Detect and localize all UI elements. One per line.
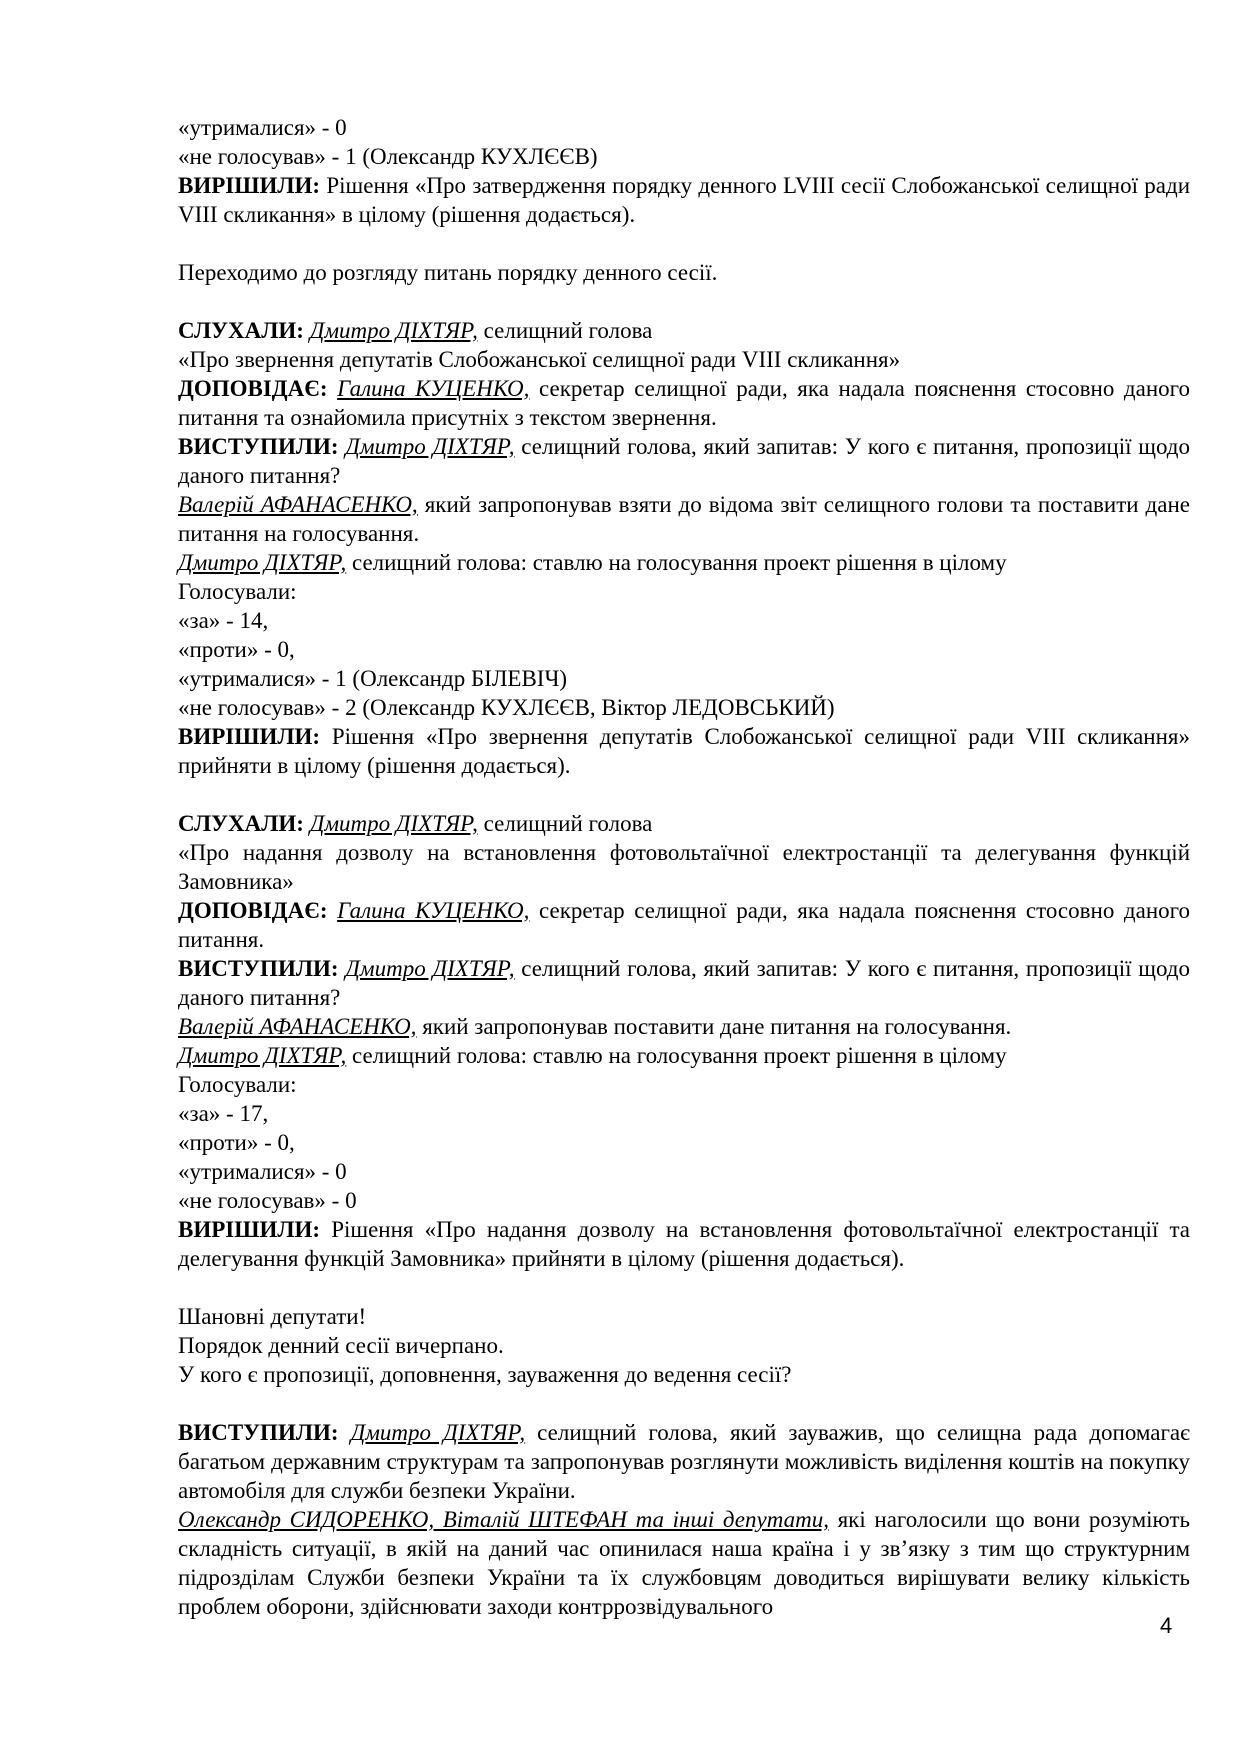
- topic-title: «Про звернення депутатів Слобожанської селищної ради VIII скликання»: [178, 347, 901, 372]
- decision-label: ВИРІШИЛИ:: [178, 1217, 321, 1242]
- decision-label: ВИРІШИЛИ:: [178, 724, 321, 749]
- spacer: [178, 1389, 1190, 1418]
- closing-line: У кого є пропозиції, доповнення, зауваження до ведення сесії?: [178, 1362, 792, 1387]
- report-label: ДОПОВІДАЄ:: [178, 376, 328, 401]
- vote-abstained: «утрималися» - 1 (Олександр БІЛЕВІЧ): [178, 666, 568, 691]
- decision-paragraph: [178, 722, 1190, 780]
- speakers-label: ВИСТУПИЛИ:: [178, 434, 339, 459]
- speech-paragraph: [178, 1041, 1190, 1070]
- closing-line: Шановні депутати!: [178, 1304, 367, 1329]
- speaker-name: Дмитро ДІХТЯР,: [309, 318, 478, 343]
- speech-text: селищний голова, який запитав: У кого є питання, пропозиції щодо даного питання?: [178, 956, 1191, 1010]
- vote-for: «за» - 17,: [178, 1101, 269, 1126]
- speakers-paragraph: [178, 1418, 1190, 1505]
- speech-paragraph: [178, 1012, 1190, 1041]
- vote-abstained: «утрималися» - 0: [178, 115, 347, 140]
- speech-text: селищний голова: ставлю на голосування проект рішення в цілому: [346, 1043, 1007, 1068]
- speaker-name: Олександр СИДОРЕНКО, Віталій ШТЕФАН та інші депутати,: [178, 1507, 829, 1532]
- speakers-paragraph: [178, 432, 1190, 490]
- speaker-name: Дмитро ДІХТЯР,: [178, 1043, 347, 1068]
- speech-paragraph: [178, 1505, 1190, 1621]
- vote-not-voted: «не голосував» - 0: [178, 1188, 357, 1213]
- spacer: [178, 287, 1190, 316]
- decision-text: Рішення «Про звернення депутатів Слобожанської селищної ради VIII скликання» прийняти в цілому (рішення додається).: [178, 724, 1190, 778]
- speaker-name: Дмитро ДІХТЯР,: [309, 811, 478, 836]
- speech-text: селищний голова, який зауважив, що селищна рада допомагає багатьом державним структурам та запропонував розглянути можливість виділення коштів на покупку автомобіля для служби безпеки України.: [178, 1420, 1191, 1503]
- spacer: [178, 780, 1190, 809]
- topic-title: «Про надання дозволу на встановлення фотовольтаїчної електростанції та делегування функцій Замовника»: [178, 840, 1190, 894]
- vote-not-voted: «не голосував» - 1 (Олександр КУХЛЄЄВ): [178, 144, 598, 169]
- vote-for: «за» - 14,: [178, 608, 269, 633]
- spacer: [178, 229, 1190, 258]
- vote-abstained: «утрималися» - 0: [178, 1159, 347, 1184]
- report-paragraph: [178, 896, 1190, 954]
- report-label: ДОПОВІДАЄ:: [178, 898, 328, 923]
- speaker-name: Дмитро ДІХТЯР,: [345, 434, 515, 459]
- reporter-name: Галина КУЦЕНКО,: [337, 376, 530, 401]
- closing-line: Порядок денний сесії вичерпано.: [178, 1333, 504, 1358]
- report-text: секретар селищної ради, яка надала пояснення стосовно даного питання та ознайомила присутніх з текстом звернення.: [178, 376, 1190, 430]
- speech-text: які наголосили що вони розуміють складність ситуації, в якій на даний час опинилася наша країна і у зв’язку з тим що структурним підрозділам Служби безпеки України та їх службовцям доводиться вирішувати велику кількість проблем оборони, здійснювати заходи контррозвідувального: [178, 1507, 1190, 1619]
- speaker-name: Дмитро ДІХТЯР,: [345, 956, 515, 981]
- speech-text: селищний голова: ставлю на голосування проект рішення в цілому: [346, 550, 1007, 575]
- speech-paragraph: [178, 548, 1190, 577]
- heard-label: СЛУХАЛИ:: [178, 811, 304, 836]
- decision-paragraph: [178, 1215, 1190, 1273]
- speaker-name: Валерій АФАНАСЕНКО,: [178, 492, 418, 517]
- decision-text: Рішення «Про затвердження порядку денного LVIII сесії Слобожанської селищної ради VIII скликання» в цілому (рішення додається).: [178, 173, 1190, 227]
- decision-paragraph: [178, 171, 1190, 229]
- transition-text: Переходимо до розгляду питань порядку денного сесії.: [178, 260, 718, 285]
- heard-label: СЛУХАЛИ:: [178, 318, 304, 343]
- vote-not-voted: «не голосував» - 2 (Олександр КУХЛЄЄВ, Віктор ЛЕДОВСЬКИЙ): [178, 695, 835, 720]
- speakers-label: ВИСТУПИЛИ:: [178, 956, 339, 981]
- voted-label: Голосували:: [178, 579, 297, 604]
- page-number: 4: [1160, 1613, 1173, 1638]
- report-paragraph: [178, 374, 1190, 432]
- decision-text: Рішення «Про надання дозволу на встановлення фотовольтаїчної електростанції та делегування функцій Замовника» прийняти в цілому (рішення додається).: [178, 1217, 1190, 1271]
- heard-paragraph: [178, 809, 1190, 838]
- speaker-name: Валерій АФАНАСЕНКО,: [178, 1014, 417, 1039]
- vote-against: «проти» - 0,: [178, 637, 295, 662]
- speech-text: який запропонував взяти до відома звіт селищного голови та поставити дане питання на голосування.: [178, 492, 1190, 546]
- speakers-paragraph: [178, 954, 1190, 1012]
- heard-paragraph: [178, 316, 1190, 345]
- voted-label: Голосували:: [178, 1072, 297, 1097]
- speaker-role: селищний голова: [477, 318, 653, 343]
- decision-label: ВИРІШИЛИ:: [178, 173, 321, 198]
- reporter-name: Галина КУЦЕНКО,: [337, 898, 530, 923]
- document-body: [178, 113, 1190, 1621]
- spacer: [178, 1273, 1190, 1302]
- vote-against: «проти» - 0,: [178, 1130, 295, 1155]
- speech-paragraph: [178, 490, 1190, 548]
- speech-text: селищний голова, який запитав: У кого є питання, пропозиції щодо даного питання?: [178, 434, 1191, 488]
- report-text: секретар селищної ради, яка надала пояснення стосовно даного питання.: [178, 898, 1190, 952]
- speaker-role: селищний голова: [477, 811, 653, 836]
- speech-text: який запропонував поставити дане питання на голосування.: [416, 1014, 1012, 1039]
- speakers-label: ВИСТУПИЛИ:: [178, 1420, 339, 1445]
- speaker-name: Дмитро ДІХТЯР,: [350, 1420, 526, 1445]
- speaker-name: Дмитро ДІХТЯР,: [178, 550, 347, 575]
